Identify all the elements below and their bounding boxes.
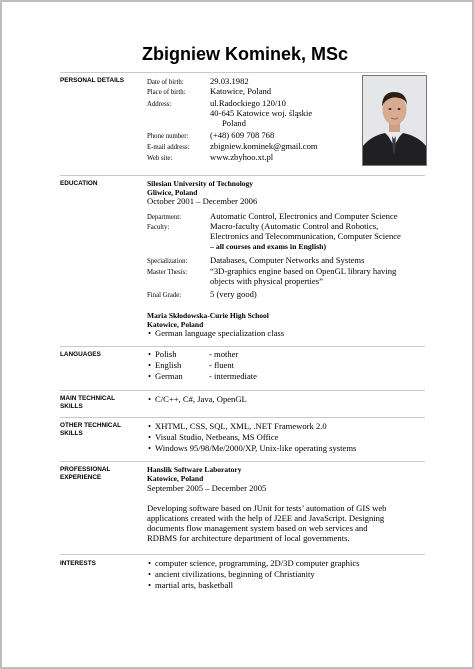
school-city: Katowice, Poland bbox=[147, 320, 204, 329]
job-description-line: documents flow management system based on web services and bbox=[147, 523, 368, 533]
faculty-note: – all courses and exams in English) bbox=[210, 242, 327, 251]
language-level: - intermediate bbox=[209, 371, 257, 381]
address-line: 40-645 Katowice woj. śląskie bbox=[210, 108, 313, 118]
grade-label: Final Grade: bbox=[147, 292, 182, 299]
divider bbox=[60, 461, 425, 462]
language-name: • Polish bbox=[155, 350, 177, 360]
divider bbox=[60, 554, 425, 555]
heading-personal-details: PERSONAL DETAILS bbox=[60, 77, 125, 84]
pob-value: Katowice, Poland bbox=[210, 86, 272, 96]
website-value[interactable]: www.zbyhoo.xt.pl bbox=[210, 152, 274, 162]
specialization-label: Specialization: bbox=[147, 258, 188, 265]
language-name: • German bbox=[155, 372, 183, 382]
website-label: Web site: bbox=[147, 155, 173, 162]
heading-experience-line2: EXPERIENCE bbox=[60, 474, 102, 481]
heading-other-skills-line2: SKILLS bbox=[60, 430, 83, 437]
pob-label: Place of birth: bbox=[147, 89, 186, 96]
faculty-line: Electronics and Telecommunication, Computer Science bbox=[210, 231, 401, 241]
address-label: Address: bbox=[147, 101, 172, 108]
phone-value: (+48) 609 708 768 bbox=[210, 130, 275, 140]
dob-value: 29.03.1982 bbox=[210, 76, 249, 86]
language-name: • English bbox=[155, 361, 181, 371]
heading-main-skills: MAIN TECHNICAL bbox=[60, 395, 116, 402]
email-value[interactable]: zbigniew.kominek@gmail.com bbox=[210, 141, 318, 151]
specialization-value: Databases, Computer Networks and Systems bbox=[210, 255, 365, 265]
university-city: Gliwice, Poland bbox=[147, 188, 198, 197]
faculty-line: Macro-faculty (Automatic Control and Robotics, bbox=[210, 221, 379, 231]
list-item: • C/C++, C#, Java, OpenGL bbox=[155, 395, 247, 405]
person-portrait-icon bbox=[363, 76, 426, 165]
heading-languages: LANGUAGES bbox=[60, 351, 101, 358]
divider bbox=[60, 346, 425, 347]
job-description-line: Developing software based on JUnit for tests’ automation of GIS web bbox=[147, 503, 387, 513]
heading-experience: PROFESSIONAL bbox=[60, 466, 111, 473]
divider bbox=[60, 417, 425, 418]
heading-interests: INTERESTS bbox=[60, 560, 96, 567]
dob-label: Date of birth: bbox=[147, 79, 184, 86]
cv-name: Zbigniew Kominek, MSc bbox=[142, 44, 349, 64]
address-line: ul.Radockiego 120/10 bbox=[210, 98, 286, 108]
email-label: E-mail address: bbox=[147, 144, 190, 151]
department-value: Automatic Control, Electronics and Computer Science bbox=[210, 211, 398, 221]
heading-education: EDUCATION bbox=[60, 180, 98, 187]
company-city: Katowice, Poland bbox=[147, 474, 204, 483]
university-name: Silesian University of Technology bbox=[147, 179, 254, 188]
heading-other-skills: OTHER TECHNICAL bbox=[60, 422, 122, 429]
school-name: Maria Skłodowska-Curie High School bbox=[147, 311, 269, 320]
faculty-label: Faculty: bbox=[147, 224, 170, 231]
address-line: Poland bbox=[222, 118, 246, 128]
job-dates: September 2005 – December 2005 bbox=[147, 483, 267, 493]
list-item: • Visual Studio, Netbeans, MS Office bbox=[155, 433, 278, 443]
list-item: • computer science, programming, 2D/3D computer graphics bbox=[155, 559, 360, 569]
phone-label: Phone number: bbox=[147, 133, 189, 140]
divider bbox=[60, 175, 425, 176]
department-label: Department: bbox=[147, 214, 181, 221]
divider bbox=[60, 72, 425, 73]
language-level: - fluent bbox=[209, 360, 235, 370]
list-item: • martial arts, basketball bbox=[155, 581, 233, 591]
list-item: • German language specialization class bbox=[155, 329, 284, 339]
heading-main-skills-line2: SKILLS bbox=[60, 403, 83, 410]
profile-photo bbox=[362, 75, 427, 166]
thesis-line: objects with physical properties” bbox=[210, 276, 323, 286]
list-item: • XHTML, CSS, SQL, XML, .NET Framework 2.0 bbox=[155, 422, 327, 432]
list-item: • Windows 95/98/Me/2000/XP, Unix-like operating systems bbox=[155, 444, 356, 454]
list-item: • ancient civilizations, beginning of Christianity bbox=[155, 570, 315, 580]
thesis-label: Master Thesis: bbox=[147, 269, 188, 276]
grade-value: 5 (very good) bbox=[210, 289, 257, 299]
job-description-line: RDBMS for architecture department of local governments. bbox=[147, 533, 350, 543]
language-level: - mother bbox=[209, 349, 239, 359]
company-name: Hanslik Software Laboratory bbox=[147, 465, 242, 474]
thesis-line: “3D-graphics engine based on OpenGL library having bbox=[210, 266, 397, 276]
divider bbox=[60, 390, 425, 391]
university-dates: October 2001 – December 2006 bbox=[147, 196, 258, 206]
job-description-line: applications created with the help of J2EE and JavaScript. Designing bbox=[147, 513, 385, 523]
